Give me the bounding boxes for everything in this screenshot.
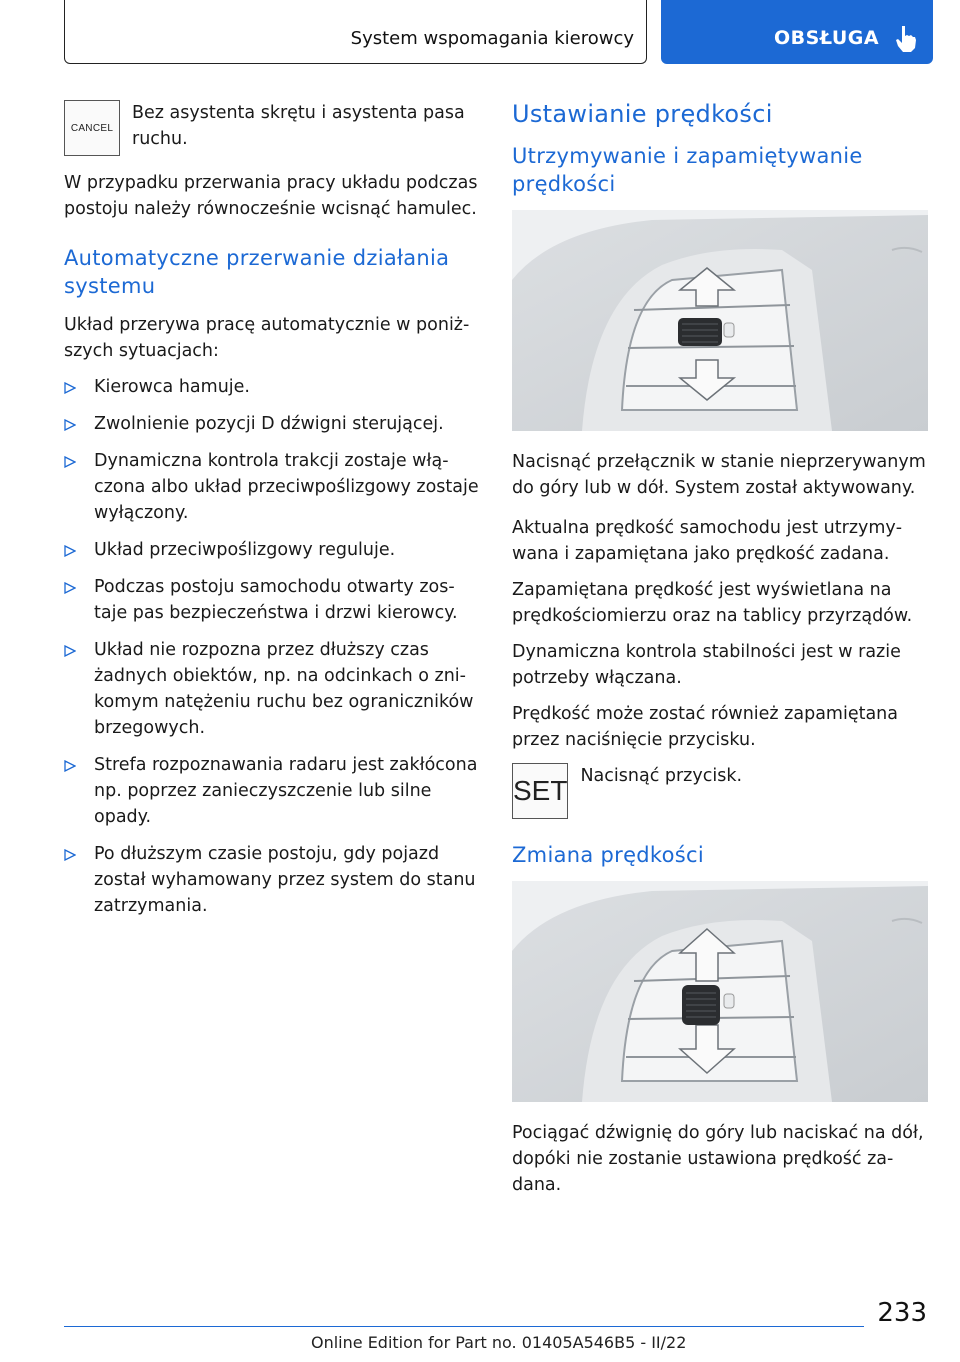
set-button-icon: SET [512, 763, 568, 819]
header-section-tab [64, 0, 647, 64]
triangle-bullet-icon [64, 382, 76, 394]
set-button-row [512, 763, 928, 819]
list-item: Kierowca hamuje. [64, 374, 480, 400]
page-number: 233 [877, 1298, 927, 1328]
list-item: Zwolnienie pozycji D dźwigni sterującej. [64, 411, 480, 437]
paragraph-press-switch: Nacisnąć przełącznik w stanie nieprzerywanym do góry lub w dół. System został aktywowany. [512, 452, 926, 498]
list-item: Strefa rozpoznawania radaru jest zakłócona np. poprzez zanieczyszczenie lub silne opady. [64, 752, 480, 830]
hand-pointer-icon [893, 24, 919, 54]
cancel-description: Bez asystenta skrętu i asystenta pasa ruchu. [132, 103, 465, 149]
triangle-bullet-icon [64, 419, 76, 431]
auto-interruption-list [64, 374, 480, 919]
chapter-tab[interactable] [661, 0, 933, 64]
heading-hold-speed: Utrzymywanie i zapamiętywanie prędkości [512, 144, 863, 196]
list-item: Układ przeciwpoślizgowy reguluje. [64, 537, 480, 563]
chapter-title: OBSŁUGA [774, 27, 880, 49]
paragraph-current-speed: Aktualna prędkość samochodu jest utrzymywana i zapamiętana jako prędkość zadana. [512, 518, 903, 564]
heading-auto-interruption: Automatyczne przerwanie działania systemu [64, 246, 450, 298]
triangle-bullet-icon [64, 645, 76, 657]
section-title: System wspomagania kierowcy [350, 28, 634, 49]
list-item: Układ nie rozpozna przez dłuższy czas żadnych obiektów, np. na odcinkach o znikomym natężeniu ruchu bez ograniczników brzegowych. [64, 637, 480, 741]
right-column [512, 100, 928, 1208]
paragraph-change-speed: Pociągać dźwignię do góry lub naciskać na dół, dopóki nie zostanie ustawiona prędkość zadana. [512, 1123, 924, 1195]
heading-set-speed: Ustawianie prędkości [512, 100, 773, 128]
footer-edition: Online Edition for Part no. 01405A546B5 - II/22 [311, 1333, 687, 1352]
triangle-bullet-icon [64, 545, 76, 557]
steering-wheel-switch-photo-2 [512, 881, 928, 1102]
triangle-bullet-icon [64, 849, 76, 861]
paragraph-button-store: Prędkość może zostać również zapamiętana przez naciśnięcie przycisku. [512, 704, 898, 750]
heading-change-speed: Zmiana prędkości [512, 843, 704, 867]
footer-divider [64, 1326, 864, 1327]
list-item: Dynamiczna kontrola trakcji zostaje włączona albo układ przeciwpoślizgowy zostaje wyłączony. [64, 448, 480, 526]
list-item: Podczas postoju samochodu otwarty zostaje pas bezpieczeństwa i drzwi kierowcy. [64, 574, 480, 626]
triangle-bullet-icon [64, 760, 76, 772]
triangle-bullet-icon [64, 582, 76, 594]
cancel-button-row [64, 100, 480, 156]
cancel-button-icon: CANCEL [64, 100, 120, 156]
paragraph-auto-intro: Układ przerywa pracę automatycznie w poniższych sytuacjach: [64, 315, 470, 361]
left-column [64, 100, 480, 930]
set-description: Nacisnąć przycisk. [580, 766, 743, 786]
triangle-bullet-icon [64, 456, 76, 468]
paragraph-brake: W przypadku przerwania pracy układu podczas postoju należy równocześnie wcisnąć hamulec. [64, 173, 478, 219]
paragraph-speed-shown: Zapamiętana prędkość jest wyświetlana na prędkościomierzu oraz na tablicy przyrządów. [512, 580, 913, 626]
list-item: Po dłuższym czasie postoju, gdy pojazd został wyhamowany przez system do stanu zatrzymania. [64, 841, 480, 919]
steering-wheel-switch-photo-1 [512, 210, 928, 431]
paragraph-dsc: Dynamiczna kontrola stabilności jest w razie potrzeby włączana. [512, 642, 901, 688]
